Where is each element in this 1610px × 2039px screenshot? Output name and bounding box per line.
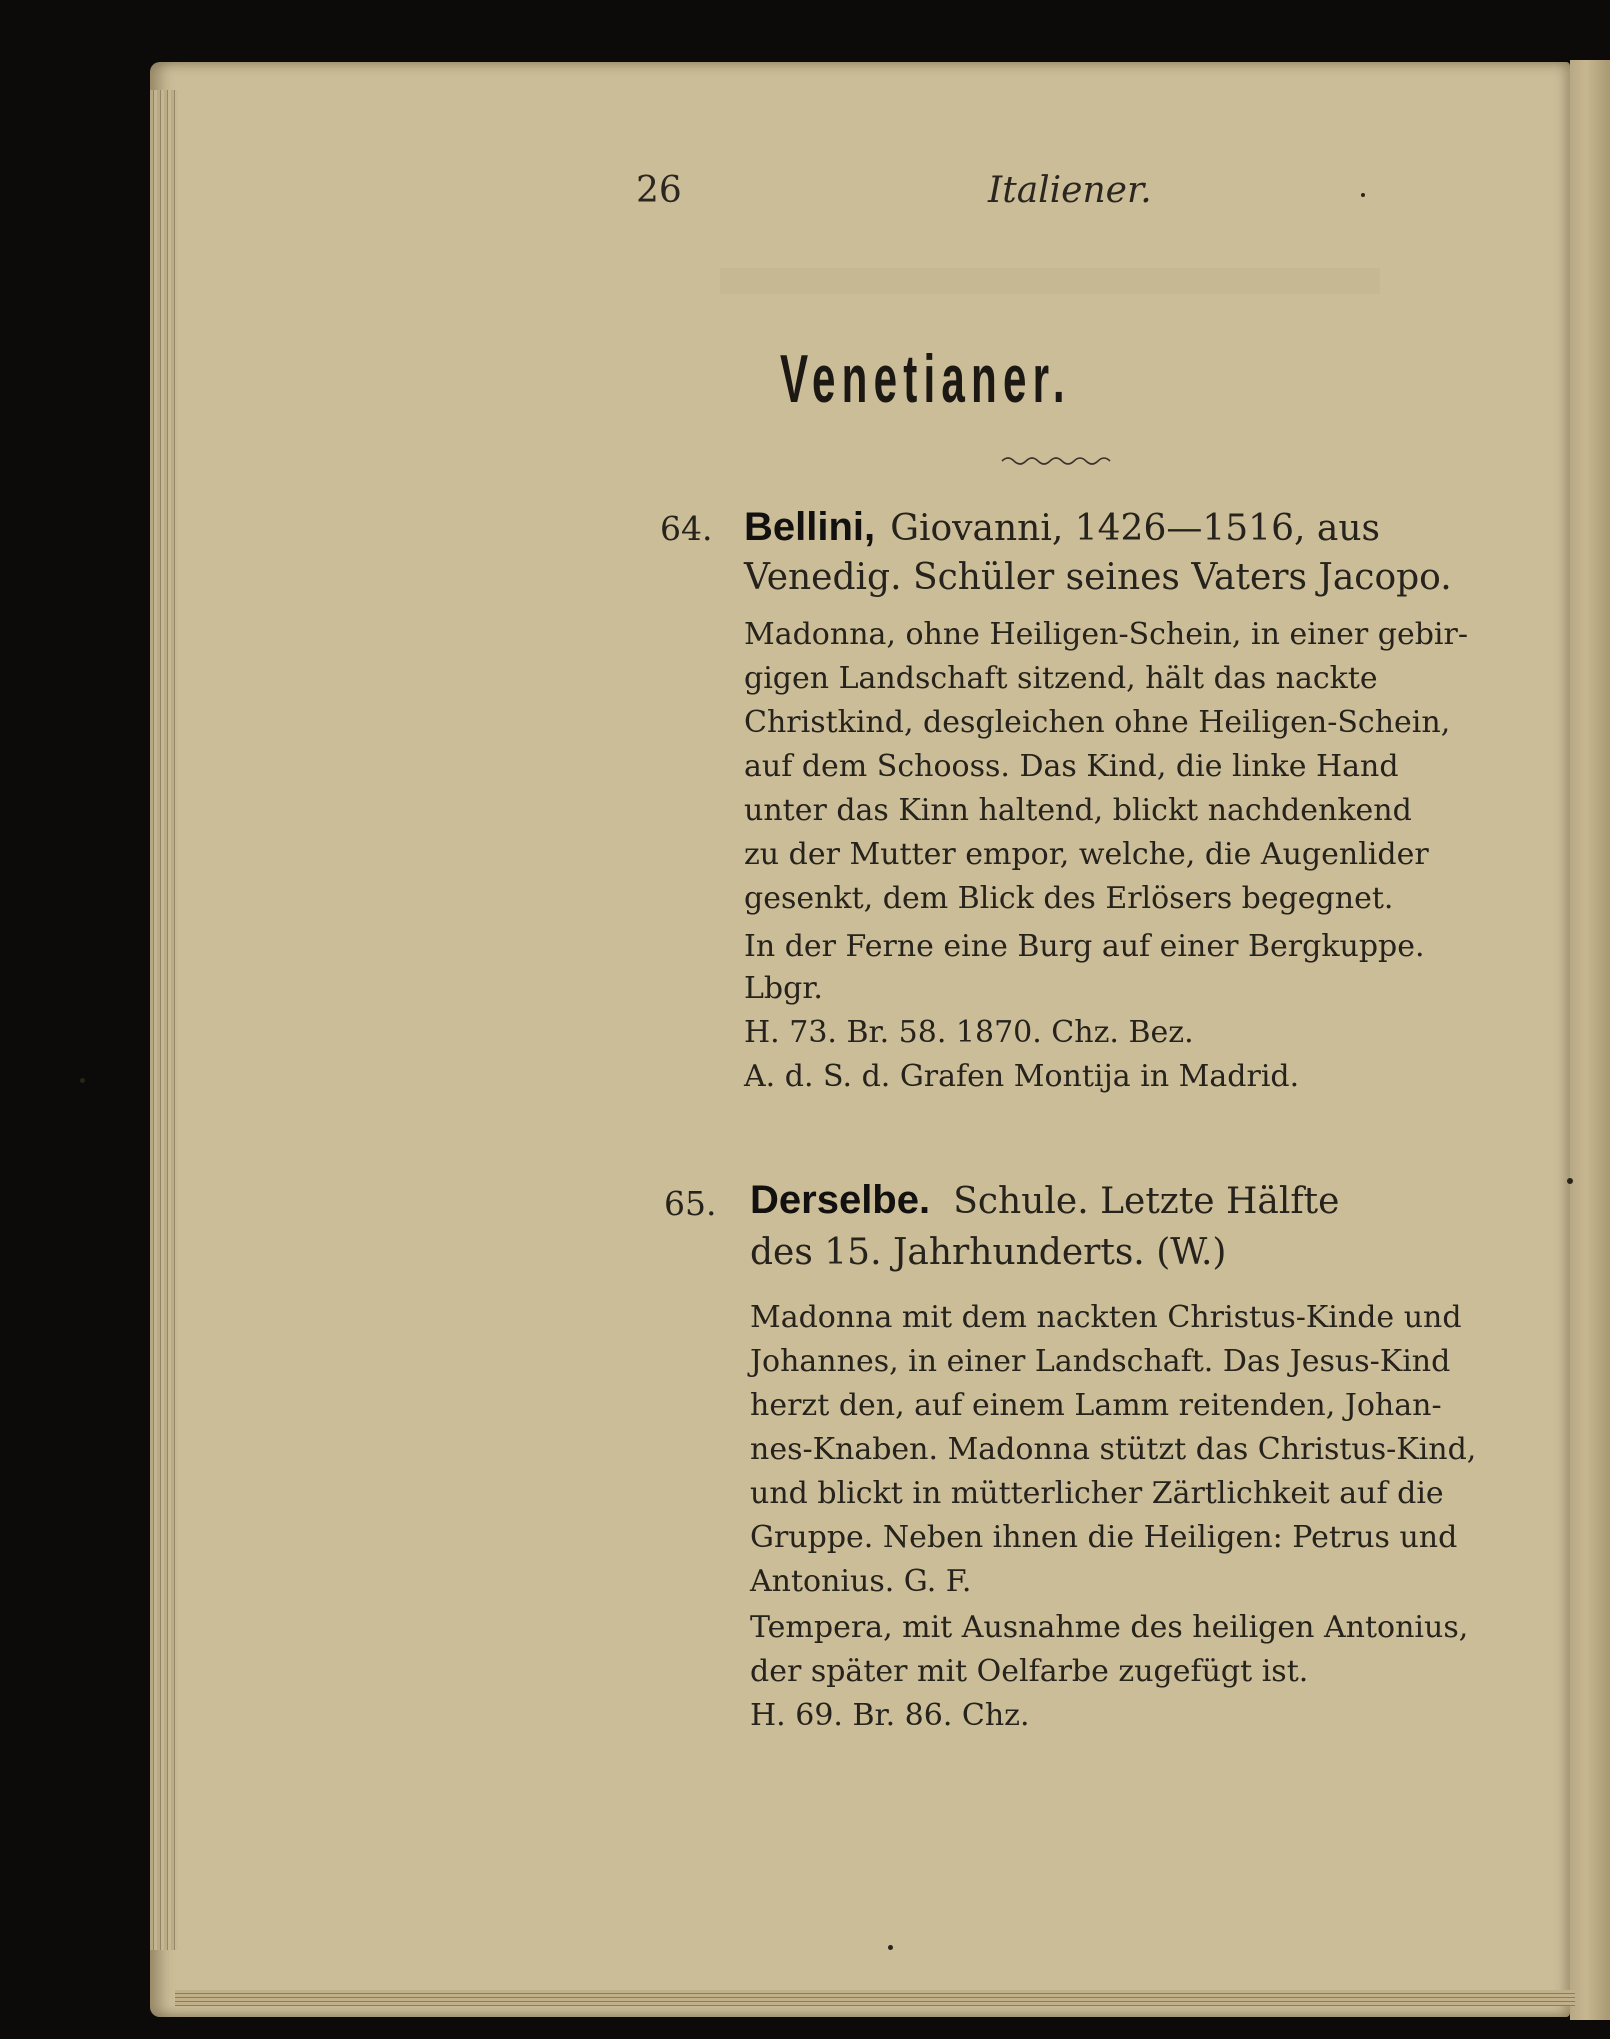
description-line: nes-Knaben. Madonna stützt das Christus-Kind, — [750, 1432, 1477, 1467]
description-line: Madonna, ohne Heiligen-Schein, in einer gebir- — [744, 617, 1468, 652]
description-line: Christkind, desgleichen ohne Heiligen-Schein, — [744, 705, 1451, 740]
description-line: unter das Kinn haltend, blickt nachdenkend — [744, 793, 1412, 828]
scan-speck — [1361, 193, 1365, 197]
measurements-line: H. 73. Br. 58. 1870. Chz. Bez. — [744, 1015, 1194, 1050]
scan-speck — [888, 1945, 893, 1950]
description-line: In der Ferne eine Burg auf einer Bergkuppe. — [744, 929, 1425, 964]
page-heading: Venetianer. — [780, 341, 1071, 417]
artist-details: Schule. Letzte Hälfte — [953, 1181, 1340, 1222]
entry-header-line — [750, 1178, 1339, 1223]
entry-number: 65. — [664, 1184, 717, 1223]
section-title: Italiener. — [988, 170, 1152, 211]
description-line: herzt den, auf einem Lamm reitenden, Johan- — [750, 1388, 1442, 1423]
wavy-rule-ornament — [1000, 454, 1118, 468]
description-line: Johannes, in einer Landschaft. Das Jesus-Kind — [750, 1344, 1451, 1379]
entry-number: 64. — [660, 509, 713, 548]
description-line: Gruppe. Neben ihnen die Heiligen: Petrus und — [750, 1520, 1458, 1555]
artist-name: Derselbe. — [750, 1178, 931, 1222]
catalog-entry — [660, 505, 1480, 1105]
description-line: und blickt in mütterlicher Zärtlichkeit auf die — [750, 1476, 1444, 1511]
description-line: zu der Mutter empor, welche, die Augenlider — [744, 837, 1429, 872]
page-stack-edges-bottom — [175, 1990, 1575, 2006]
description-line: gigen Landschaft sitzend, hält das nackte — [744, 661, 1378, 696]
artist-details: Giovanni, 1426—1516, aus — [890, 508, 1380, 549]
description-line: auf dem Schooss. Das Kind, die linke Hand — [744, 749, 1399, 784]
description-line: Antonius. G. F. — [750, 1564, 972, 1599]
page-stack-edges-left — [150, 90, 178, 1950]
entry-header-line-2: des 15. Jahrhunderts. (W.) — [750, 1232, 1227, 1273]
provenance-line: A. d. S. d. Grafen Montija in Madrid. — [744, 1059, 1300, 1094]
description-line: Madonna mit dem nackten Christus-Kinde und — [750, 1300, 1462, 1335]
page-number: 26 — [636, 170, 682, 211]
measurements-line: H. 69. Br. 86. Chz. — [750, 1698, 1030, 1733]
scan-speck — [1567, 1178, 1573, 1184]
catalog-entry — [664, 1178, 1484, 1758]
running-head — [636, 170, 1176, 220]
description-line: gesenkt, dem Blick des Erlösers begegnet. — [744, 881, 1394, 916]
description-line: Lbgr. — [744, 971, 823, 1006]
description-line: Tempera, mit Ausnahme des heiligen Antonius, — [750, 1610, 1469, 1645]
entry-header-line — [744, 505, 1380, 550]
faded-show-through — [720, 268, 1380, 294]
facing-page-edge — [1570, 60, 1610, 2020]
scan-speck — [80, 1078, 85, 1083]
entry-header-line-2: Venedig. Schüler seines Vaters Jacopo. — [744, 557, 1452, 598]
description-line: der später mit Oelfarbe zugefügt ist. — [750, 1654, 1309, 1689]
artist-name: Bellini, — [744, 505, 876, 549]
